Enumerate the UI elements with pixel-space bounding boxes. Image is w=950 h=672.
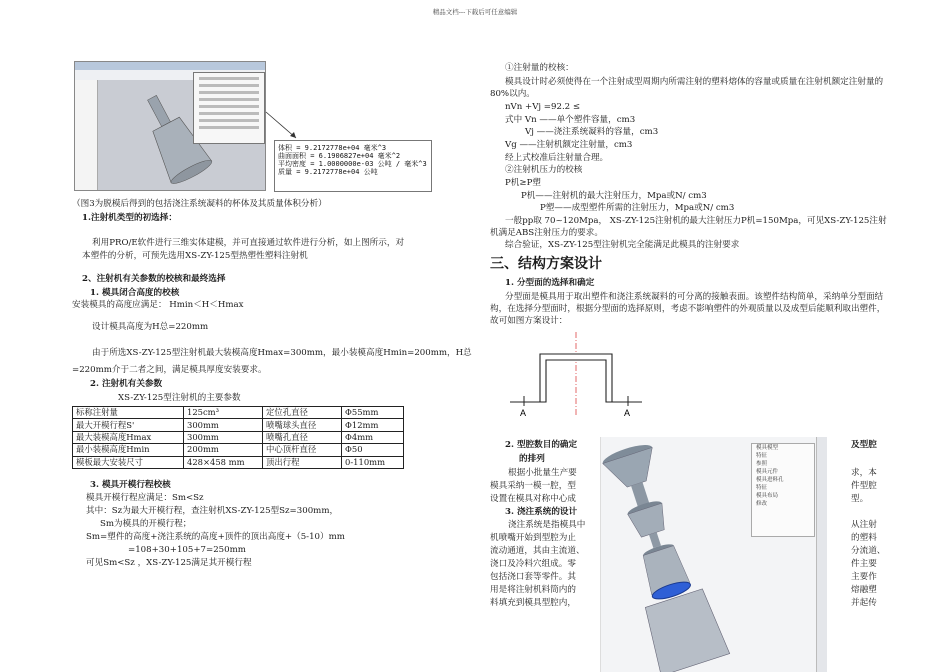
gating-text-left-5: 包括浇口套等零件。其 xyxy=(490,572,576,582)
p-part-definition: P塑——成型塑件所需的注射压力，Mpa或N/ cm3 xyxy=(540,203,735,213)
opening-stroke-conclusion: 可见Sm<Sz ，XS-ZY-125满足其开模行程 xyxy=(86,558,252,568)
surface-area-line: 曲面面积 = 6.1906827e+04 毫米^2 xyxy=(278,152,401,160)
opening-stroke-sz: 其中：Sz为最大开模行程，查注射机XS-ZY-125型Sz=300mm， xyxy=(86,506,339,516)
closing-height-condition: 安装模具的高度应满足： Hmin＜H＜Hmax xyxy=(72,300,244,310)
section-1-title: 1.注射机类型的初选择： xyxy=(82,213,177,223)
vn-definition: 式中 Vn ——单个塑件容量，cm3 xyxy=(505,115,636,125)
menu-item: 模具布局 xyxy=(756,493,779,499)
volume-check-result: 经上式校准后注射量合理。 xyxy=(505,153,609,163)
window-titlebar xyxy=(75,62,265,70)
closing-height-check-1: 由于所选XS-ZY-125型注射机最大装模高度Hmax=300mm，最小装模高度Hmin=200mm，H总 xyxy=(92,348,472,358)
cavity-text-right-1: 求，本 xyxy=(851,468,877,478)
table-cell: 顶出行程 xyxy=(263,456,342,468)
opening-stroke-calc: =108+30+105+7=250mm xyxy=(128,545,246,555)
table-cell: 标称注射量 xyxy=(73,407,184,419)
table-cell: 200mm xyxy=(184,444,263,456)
injection-volume-formula: nVn +Vj =92.2 ≤ xyxy=(505,102,581,112)
menu-item: 模具进料孔 xyxy=(756,477,784,483)
figure-caption: （图3为脱模后得到的包括浇注系统凝料的杯体及其质量体积分析） xyxy=(72,199,327,209)
menu-item: 参照 xyxy=(756,461,768,467)
parting-surface-body: 分型面是模具用于取出塑件和浇注系统凝料的可分离的接触表面。该塑件结构简单，采纳单分型面结构，在选择分型面时，根据分型面的选择原则，考虑不影响塑件的外观质量以及成型后能顺利取出塑件，故可如图方案设计： xyxy=(490,292,886,326)
parting-surface-diagram xyxy=(508,330,644,420)
density-line: 平均密度 = 1.0000000e-03 公吨 / 毫米^3 xyxy=(278,160,427,168)
opening-stroke-formula: Sm=塑件的高度+浇注系统的高度+顶件的顶出高度+（5-10）mm xyxy=(86,532,345,542)
gating-text-right-3: 分流道、 xyxy=(851,546,886,556)
structure-design-heading: 三、结构方案设计 xyxy=(490,256,602,272)
gating-text-left-2: 机喷嘴开始到型腔为止 xyxy=(490,533,576,543)
closing-height-check-2: =220mm介于二者之间，满足模具厚度安装要求。 xyxy=(72,365,267,375)
table-cell: 最大开模行程S' xyxy=(73,419,184,431)
parting-surface-title: 1. 分型面的选择和确定 xyxy=(505,278,595,288)
table-cell: 300mm xyxy=(184,431,263,443)
table-row xyxy=(73,407,404,419)
opening-stroke-sm: Sm为模具的开模行程； xyxy=(100,519,192,529)
gating-text-right-0: 从注射 xyxy=(851,520,877,530)
p-machine-definition: P机——注射机的最大注射压力，Mpa或N/ cm3 xyxy=(521,191,707,201)
opening-stroke-condition: 模具开模行程应满足：Sm<Sz xyxy=(86,493,204,503)
menu-item: 特征 xyxy=(756,453,768,459)
gating-text-left-1: 浇注系统是指模具中 xyxy=(508,520,586,530)
cavity-layout-title: 的排列 xyxy=(519,454,545,464)
gating-text-right-7: 并起传 xyxy=(851,598,877,608)
gating-text-left-6: 用是将注射机料筒内的 xyxy=(490,585,576,595)
table-cell: 428×458 mm xyxy=(184,456,263,468)
overall-verification: 综合验证，XS-ZY-125型注射机完全能满足此模具的注射要求 xyxy=(505,240,740,250)
analysis-result-callout xyxy=(274,140,432,192)
table-cell: 模板最大安装尺寸 xyxy=(73,456,184,468)
menu-item: 模具元件 xyxy=(756,469,779,475)
pressure-check-title: ②注射机压力的校核 xyxy=(505,165,583,175)
vj-definition: Vj ——浇注系统凝料的容量，cm3 xyxy=(525,127,659,137)
gating-text-right-2: 的塑料 xyxy=(851,533,877,543)
cavity-text-left-3: 设置在模具对称中心成 xyxy=(490,494,576,504)
injection-volume-check-title: ①注射量的校核： xyxy=(505,63,574,73)
pressure-check-conclusion: 一般pp取 70~120Mpa， XS-ZY-125注射机的最大注射压力P机=150Mpa，可见XS-ZY-125注射机满足ABS注射压力的要求。 xyxy=(490,216,887,238)
table-cell: 中心顶杆直径 xyxy=(263,444,342,456)
mass-properties-dialog xyxy=(193,72,265,144)
injection-machine-spec-table xyxy=(72,406,404,469)
menu-item: 模具模型 xyxy=(756,445,779,451)
section-2-2-title: 2. 注射机有关参数 xyxy=(90,379,163,389)
table-cell: 喷嘴球头直径 xyxy=(263,419,342,431)
table-cell: 0-110mm xyxy=(342,456,404,468)
cavity-count-title: 2. 型腔数目的确定 xyxy=(505,440,578,450)
table-cell: 定位孔直径 xyxy=(263,407,342,419)
volume-line: 体积 = 9.2172778e+04 毫米^3 xyxy=(278,144,387,152)
vg-definition: Vg ——注射机额定注射量，cm3 xyxy=(505,140,633,150)
gating-text-left-4: 浇口及冷料穴组成。零 xyxy=(490,559,576,569)
mass-line: 质量 = 9.2172778e+04 公吨 xyxy=(278,168,378,176)
tool-strip xyxy=(816,437,827,672)
table-cell: 125cm³ xyxy=(184,407,263,419)
gating-text-right-5: 主要作 xyxy=(851,572,877,582)
context-menu xyxy=(751,443,815,537)
proe-screenshot xyxy=(74,61,266,191)
menu-item: 特征 xyxy=(756,485,768,491)
menu-item: 修改 xyxy=(756,501,768,507)
section-label-a-left: A xyxy=(520,408,527,418)
page-header: 精品文档---下载后可任意编辑 xyxy=(432,8,518,16)
section-label-a-right: A xyxy=(624,408,631,418)
table-cell: 最小装模高度Hmin xyxy=(73,444,184,456)
cavity-text-right-2: 件型腔 xyxy=(851,481,877,491)
mold-3d-model-screenshot xyxy=(600,437,827,672)
table-cell: 最大装模高度Hmax xyxy=(73,431,184,443)
table-cell: Φ55mm xyxy=(342,407,404,419)
section-2-title: 2、注射机有关参数的校核和最终选择 xyxy=(82,274,226,284)
table-caption: XS-ZY-125型注射机的主要参数 xyxy=(118,393,241,403)
callout-arrow xyxy=(262,108,302,144)
cavity-count-title-end: 及型腔 xyxy=(851,440,877,450)
table-cell: Φ12mm xyxy=(342,419,404,431)
gating-text-left-3: 流动通道，其由主流道、 xyxy=(490,546,585,556)
table-cell: Φ4mm xyxy=(342,431,404,443)
cavity-text-left-2: 模具采纳一模一腔，型 xyxy=(490,481,576,491)
table-row xyxy=(73,444,404,456)
gating-system-title: 3. 浇注系统的设计 xyxy=(505,507,578,517)
section-2-1-title: 1. 模具闭合高度的校核 xyxy=(90,288,180,298)
gating-text-left-7: 料填充到模具型腔内， xyxy=(490,598,576,608)
gating-text-right-4: 件主要 xyxy=(851,559,877,569)
model-tree-panel xyxy=(75,80,98,190)
table-row xyxy=(73,419,404,431)
cavity-text-right-3: 型。 xyxy=(851,494,869,504)
table-cell: Φ50 xyxy=(342,444,404,456)
injection-volume-requirement: 模具设计时必须使得在一个注射成型周期内所需注射的塑料熔体的容量或质量在注射机额定注射量的80%以内。 xyxy=(490,77,884,99)
designed-mold-height: 设计模具高度为H总=220mm xyxy=(92,322,209,332)
table-cell: 300mm xyxy=(184,419,263,431)
table-row xyxy=(73,431,404,443)
table-row xyxy=(73,456,404,468)
cavity-text-left-1: 根据小批量生产要 xyxy=(508,468,577,478)
table-cell: 喷嘴孔直径 xyxy=(263,431,342,443)
gating-text-right-6: 熔融塑 xyxy=(851,585,877,595)
pressure-condition: P机≥P塑 xyxy=(505,178,541,188)
section-3-title: 3. 模具开模行程校核 xyxy=(90,480,171,490)
section-1-body: 利用PRO/E软件进行三维实体建模，并可直接通过软件进行分析，如上图所示，对本塑件的分析，可预先选用XS-ZY-125型热塑性塑料注射机 xyxy=(82,238,405,261)
